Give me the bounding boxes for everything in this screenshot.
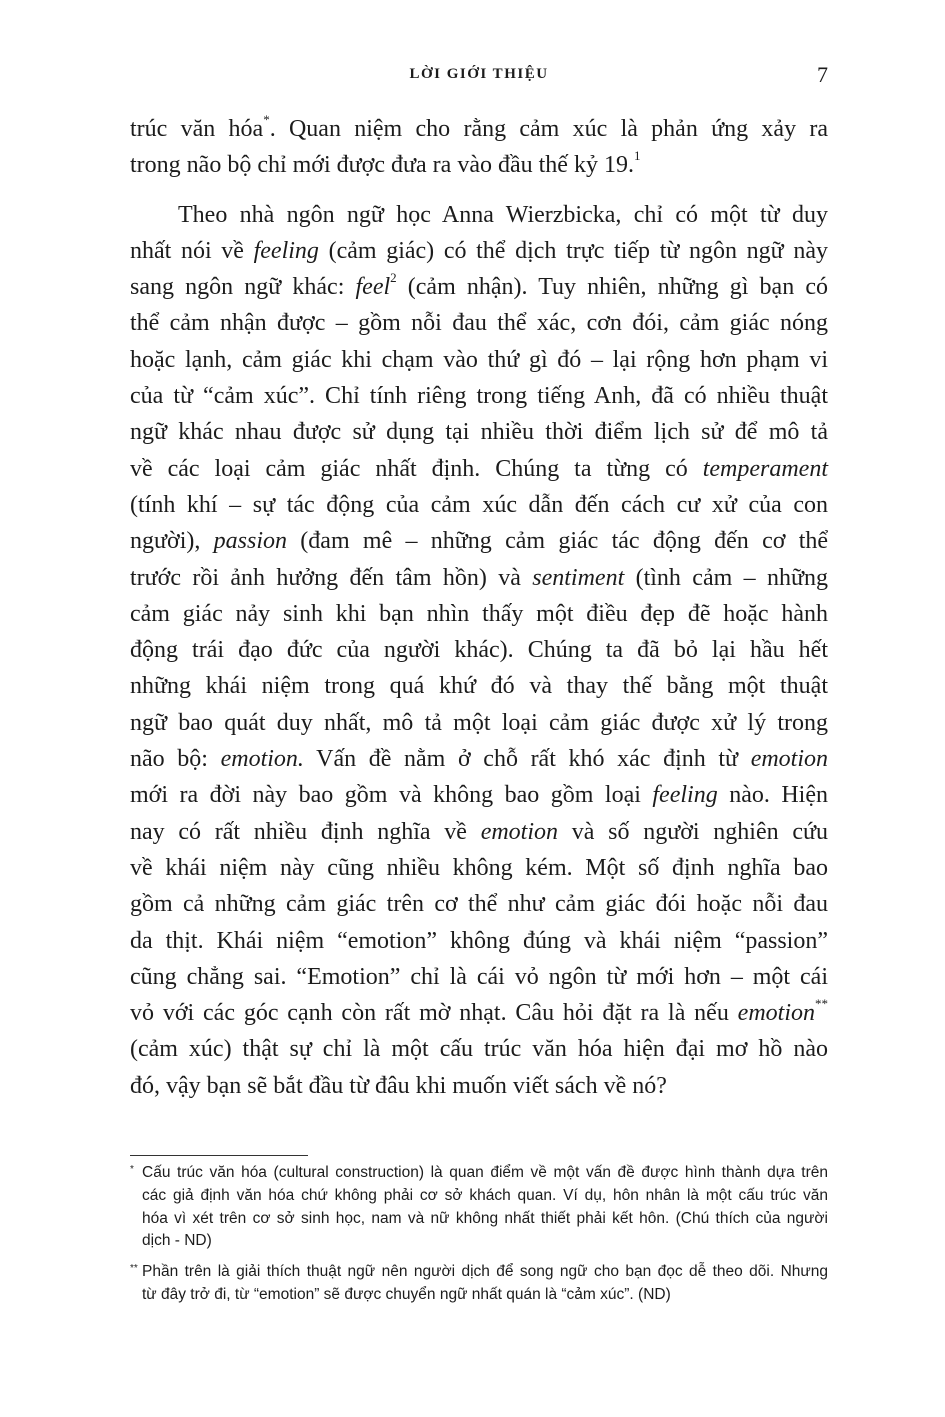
footnote-line: dịch - ND): [142, 1232, 212, 1250]
text-line: về các loại cảm giác nhất định. Chúng ta từng có temperament: [130, 455, 828, 482]
footnote-line: Phần trên là giải thích thuật ngữ nên người dịch để song ngữ cho bạn đọc dễ theo dõi. Nhưng: [142, 1263, 828, 1281]
text-line: não bộ: emotion. Vấn đề nằm ở chỗ rất khó xác định từ emotion: [130, 746, 829, 773]
text-line: những khái niệm trong quá khứ đó và thay thế bằng một thuật: [130, 673, 828, 700]
footnote-1: [130, 1162, 828, 1253]
text-line: gồm cả những cảm giác trên cơ thể như cảm giác đói hoặc nỗi đau: [130, 891, 828, 918]
text-line: người), passion (đam mê – những cảm giác tác động đến cơ thể: [130, 528, 829, 555]
footnote-ref: *: [263, 112, 270, 127]
footnotes: [130, 1162, 828, 1315]
footnote-2: [130, 1261, 828, 1307]
text-line: Theo nhà ngôn ngữ học Anna Wierzbicka, chỉ có một từ duy: [178, 201, 828, 228]
text-line: (cảm xúc) thật sự chỉ là một cấu trúc văn hóa hiện đại mơ hồ nào: [130, 1036, 828, 1063]
text-line: ngữ bao quát duy nhất, mô tả một loại cảm giác được xử lý trong: [130, 709, 828, 736]
footnote-line: từ đây trở đi, từ “emotion” sẽ được chuyển ngữ nhất quán là “cảm xúc”. (ND): [142, 1285, 671, 1303]
text-line: sang ngôn ngữ khác: feel$^2$ (cảm nhận). Tuy nhiên, những gì bạn có: [130, 270, 828, 301]
text-line: cũng chẳng sai. “Emotion” chỉ là cái vỏ ngôn từ mới hơn – một cái: [130, 963, 828, 990]
text-line: về khái niệm này cũng nhiều không kém. Một số định nghĩa bao: [130, 854, 828, 881]
footnote-marker: *: [130, 1164, 134, 1175]
text-line: da thịt. Khái niệm “emotion” không đúng và khái niệm “passion”: [130, 927, 828, 954]
footnote-rule: [130, 1155, 308, 1156]
page-number: 7: [817, 62, 828, 87]
text-line: (tính khí – sự tác động của cảm xúc dẫn đến cách cư xử của con: [130, 491, 828, 518]
text-line: trúc văn hóa*. Quan niệm cho rằng cảm xúc là phản ứng xảy ra: [130, 112, 828, 142]
text-line: thể cảm nhận được – gồm nỗi đau thể xác, cơn đói, cảm giác nóng: [130, 310, 828, 337]
endnote-ref: 1: [633, 148, 641, 164]
text-line: hoặc lạnh, cảm giác khi chạm vào thứ gì đó – lại rộng hơn phạm vi: [130, 346, 828, 373]
footnote-marker: **: [130, 1263, 138, 1275]
footnote-line: Cấu trúc văn hóa (cultural construction) là quan điểm về một vấn đề được hình thành dựa trên: [142, 1164, 828, 1181]
text-line: ngữ khác nhau được sử dụng tại nhiều thời điểm lịch sử để mô tả: [130, 419, 828, 446]
text-line: động trái đạo đức của người khác). Chúng ta đã bỏ lại hầu hết: [130, 637, 828, 664]
text-line: nay có rất nhiều định nghĩa về emotion và số người nghiên cứu: [130, 818, 829, 845]
text-line: nhất nói về feeling (cảm giác) có thể dịch trực tiếp từ ngôn ngữ này: [130, 237, 828, 264]
running-header: [130, 62, 828, 90]
text-line: đó, vậy bạn sẽ bắt đầu từ đâu khi muốn viết sách về nó?: [130, 1072, 667, 1099]
footnote-line: hóa vì xét trên cơ sở sinh học, nam và nữ không nhất thiết phải kết hôn. (Chú thích của người: [142, 1209, 828, 1227]
running-title: LỜI GIỚI THIỆU: [409, 66, 549, 82]
body-text: [130, 111, 828, 1104]
footnote-line: các giả định văn hóa chứ không phải cơ sở khách quan. Ví dụ, hôn nhân là một cấu trúc văn: [142, 1186, 828, 1204]
text-line: trước rồi ảnh hưởng đến tâm hồn) và sentiment (tình cảm – những: [130, 564, 829, 591]
text-line: của từ “cảm xúc”. Chỉ tính riêng trong tiếng Anh, đã có nhiều thuật: [130, 383, 828, 410]
text-line: vỏ với các góc cạnh còn rất mờ nhạt. Câu hỏi đặt ra là nếu emotion**: [130, 996, 828, 1027]
text-line: cảm giác nảy sinh khi bạn nhìn thấy một điều đẹp đẽ hoặc hành: [130, 600, 828, 627]
text-line: trong não bộ chỉ mới được đưa ra vào đầu thế kỷ 19.$^1$: [130, 148, 641, 179]
footnote-ref: **: [815, 996, 828, 1012]
endnote-ref: 2: [390, 270, 397, 286]
text-line: mới ra đời này bao gồm và không bao gồm loại feeling nào. Hiện: [130, 782, 828, 809]
